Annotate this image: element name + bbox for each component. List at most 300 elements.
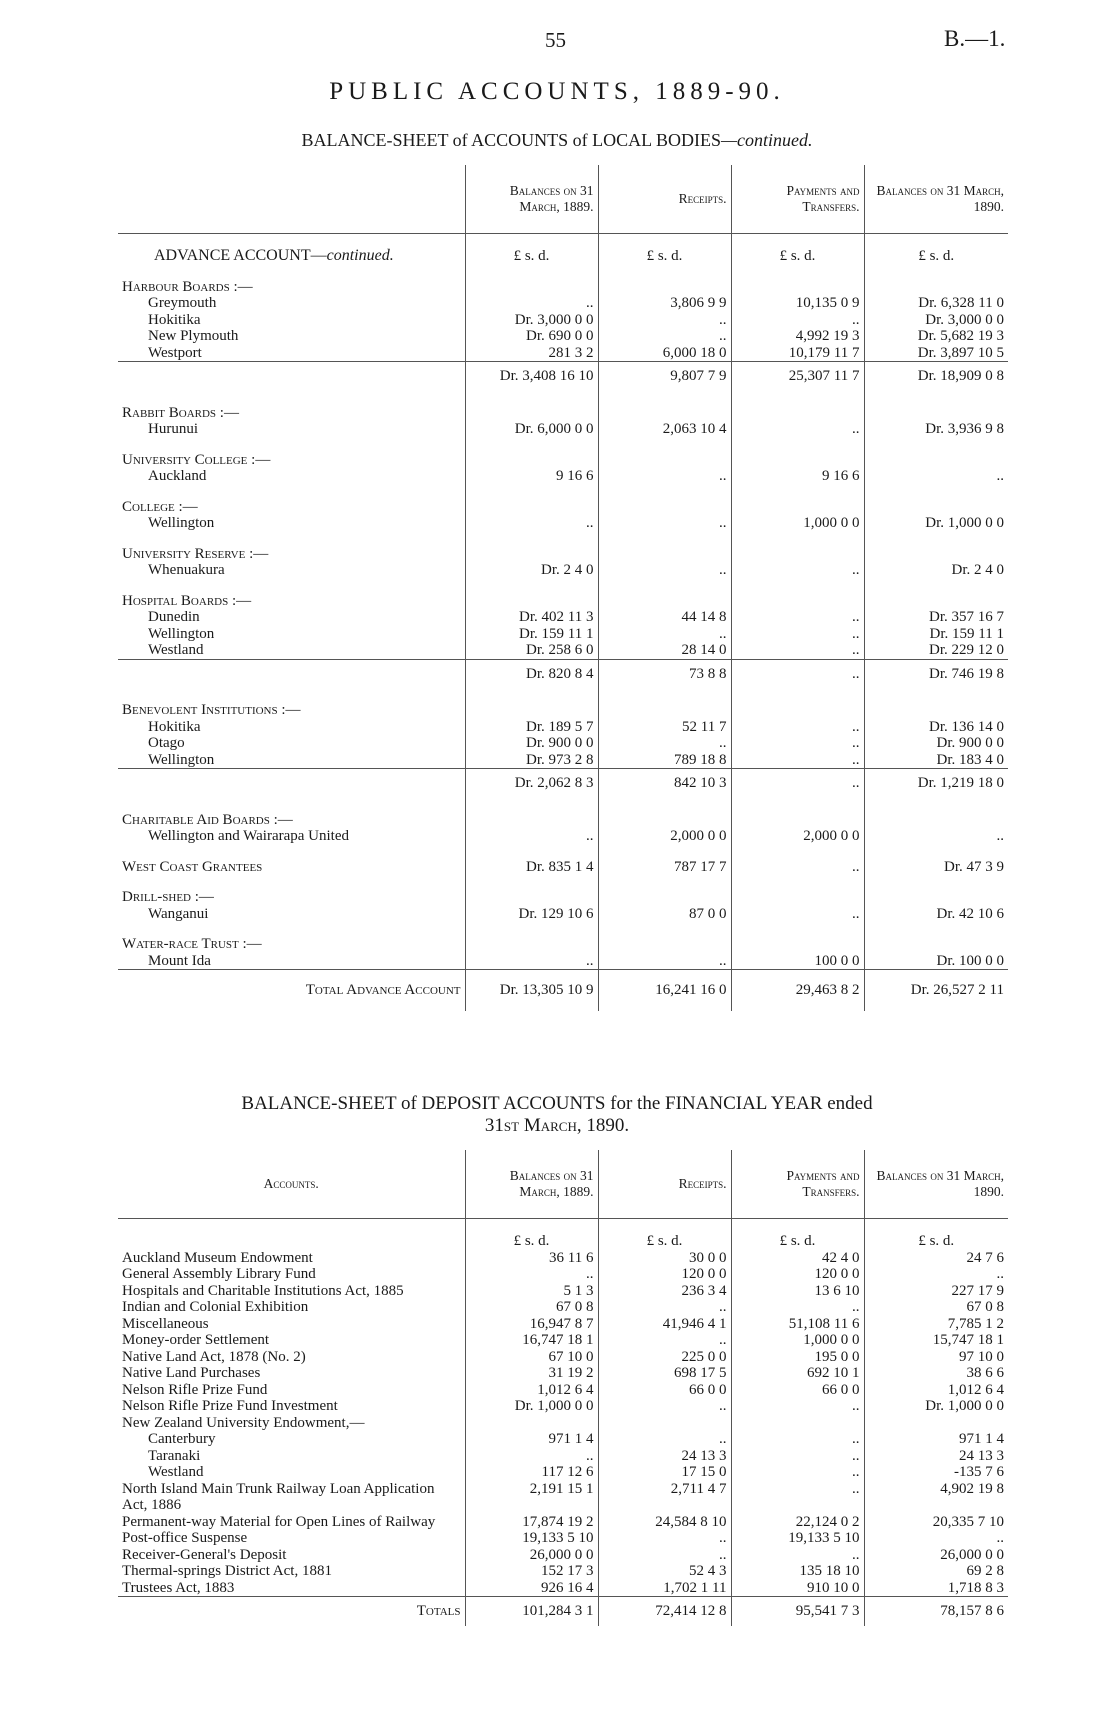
- amount-cell: 195 0 0: [731, 1349, 864, 1366]
- row-label: Hokitika: [148, 718, 201, 735]
- amount-cell: Dr. 835 1 4: [465, 845, 598, 876]
- empty-cell: [598, 265, 731, 296]
- page-number: 55: [545, 28, 566, 52]
- empty-cell: [465, 265, 598, 296]
- empty-cell: [118, 659, 465, 688]
- amount-cell: ..: [598, 468, 731, 485]
- currency-unit: £ s. d.: [598, 234, 731, 265]
- amount-cell: Dr. 183 4 0: [864, 752, 1008, 769]
- subtotal-cell: Dr. 746 19 8: [864, 659, 1008, 688]
- amount-cell: ..: [731, 562, 864, 579]
- page-title: PUBLIC ACCOUNTS, 1889-90.: [329, 78, 785, 105]
- row-label: Thermal-springs District Act, 1881: [122, 1563, 332, 1579]
- amount-cell: 3,806 9 9: [598, 295, 731, 312]
- amount-cell: Dr. 6,328 11 0: [864, 295, 1008, 312]
- amount-cell: ..: [598, 312, 731, 329]
- column-header: Receipts.: [598, 1150, 731, 1219]
- subtotal-cell: 73 8 8: [598, 659, 731, 688]
- amount-cell: 6,000 18 0: [598, 345, 731, 362]
- row-label: Auckland Museum Endowment: [122, 1249, 313, 1266]
- subtotal-cell: Dr. 820 8 4: [465, 659, 598, 688]
- row-label: Wellington: [148, 515, 215, 531]
- amount-cell: ..: [731, 1464, 864, 1481]
- amount-cell: 29,463 8 2: [731, 970, 864, 1011]
- amount-cell: Dr. 136 14 0: [864, 719, 1008, 736]
- amount-cell: ..: [731, 609, 864, 626]
- amount-cell: 1,012 6 4: [465, 1382, 598, 1399]
- amount-cell: 16,947 8 7: [465, 1316, 598, 1333]
- subtotal-cell: Dr. 18,909 0 8: [864, 362, 1008, 391]
- amount-cell: 789 18 8: [598, 752, 731, 769]
- table-row: [118, 1448, 1008, 1465]
- group-heading-row: [118, 579, 1008, 610]
- empty-cell: [864, 485, 1008, 516]
- amount-cell: 152 17 3: [465, 1563, 598, 1580]
- amount-cell: 67 0 8: [465, 1299, 598, 1316]
- amount-cell: Dr. 159 11 1: [465, 626, 598, 643]
- amount-cell: Dr. 129 10 6: [465, 906, 598, 923]
- table-row: [118, 1283, 1008, 1300]
- table-header-row: [118, 1150, 1008, 1219]
- amount-cell: 692 10 1: [731, 1365, 864, 1382]
- column-header: Balances on 31 March, 1890.: [864, 1150, 1008, 1219]
- amount-cell: 236 3 4: [598, 1283, 731, 1300]
- currency-unit: £ s. d.: [864, 234, 1008, 265]
- amount-cell: Dr. 3,000 0 0: [864, 312, 1008, 329]
- group-heading-row: [118, 922, 1008, 953]
- amount-cell: ..: [864, 1266, 1008, 1283]
- row-label: New Plymouth: [148, 328, 239, 344]
- column-header: Balances on 31 March, 1889.: [465, 1150, 598, 1219]
- row-label: Trustees Act, 1883: [122, 1579, 235, 1596]
- amount-cell: 17,874 19 2: [465, 1514, 598, 1531]
- amount-cell: ..: [598, 1547, 731, 1564]
- amount-cell: 17 15 0: [598, 1464, 731, 1481]
- currency-unit: £ s. d.: [598, 1219, 731, 1250]
- amount-cell: Dr. 973 2 8: [465, 752, 598, 769]
- account-title-cell: [118, 1219, 465, 1250]
- table-row: [118, 1332, 1008, 1349]
- table-row: [118, 1547, 1008, 1564]
- amount-cell: 67 0 8: [864, 1299, 1008, 1316]
- amount-cell: ..: [731, 906, 864, 923]
- table-row: [118, 562, 1008, 579]
- empty-cell: [731, 265, 864, 296]
- amount-cell: 19,133 5 10: [465, 1530, 598, 1547]
- amount-cell: 31 19 2: [465, 1365, 598, 1382]
- row-label: Wellington: [148, 625, 215, 642]
- amount-cell: [864, 1415, 1008, 1432]
- amount-cell: ..: [864, 828, 1008, 845]
- amount-cell: 971 1 4: [864, 1431, 1008, 1448]
- amount-cell: 69 2 8: [864, 1563, 1008, 1580]
- table-row: [118, 1316, 1008, 1333]
- deposit-accounts-table: [118, 1150, 1008, 1626]
- section1-heading: [0, 130, 1114, 151]
- amount-cell: 7,785 1 2: [864, 1316, 1008, 1333]
- amount-cell: ..: [731, 1448, 864, 1465]
- amount-cell: 24,584 8 10: [598, 1514, 731, 1531]
- empty-cell: [598, 922, 731, 953]
- amount-cell: 9 16 6: [731, 468, 864, 485]
- subtotal-cell: 25,307 11 7: [731, 362, 864, 391]
- amount-cell: Dr. 3,000 0 0: [465, 312, 598, 329]
- amount-cell: ..: [731, 1431, 864, 1448]
- table-row: [118, 1563, 1008, 1580]
- amount-cell: ..: [731, 735, 864, 752]
- subtotal-cell: Dr. 3,408 16 10: [465, 362, 598, 391]
- amount-cell: Dr. 159 11 1: [864, 626, 1008, 643]
- empty-cell: [598, 875, 731, 906]
- account-title-cell: [118, 234, 465, 265]
- header-label-cell: Accounts.: [118, 1150, 465, 1219]
- row-label: Otago: [148, 735, 185, 751]
- amount-cell: ..: [598, 562, 731, 579]
- amount-cell: ..: [598, 1332, 731, 1349]
- amount-cell: Dr. 100 0 0: [864, 953, 1008, 970]
- empty-cell: [731, 532, 864, 563]
- amount-cell: 9 16 6: [465, 468, 598, 485]
- row-label: Permanent-way Material for Open Lines of Railway: [122, 1513, 436, 1530]
- amount-cell: 41,946 4 1: [598, 1316, 731, 1333]
- amount-cell: 15,747 18 1: [864, 1332, 1008, 1349]
- row-label: Whenuakura: [148, 562, 225, 578]
- row-label: Native Land Purchases: [122, 1365, 261, 1381]
- amount-cell: 38 6 6: [864, 1365, 1008, 1382]
- amount-cell: ..: [598, 1398, 731, 1415]
- subtotal-cell: Dr. 2,062 8 3: [465, 769, 598, 798]
- subtotal-cell: Dr. 1,219 18 0: [864, 769, 1008, 798]
- table-row: [118, 828, 1008, 845]
- amount-cell: 24 13 3: [864, 1448, 1008, 1465]
- empty-cell: [731, 875, 864, 906]
- row-label: Dunedin: [148, 609, 200, 625]
- row-label: North Island Main Trunk Railway Loan Application Act, 1886: [122, 1480, 435, 1513]
- amount-cell: ..: [465, 1266, 598, 1283]
- amount-cell: Dr. 26,527 2 11: [864, 970, 1008, 1011]
- empty-cell: [864, 532, 1008, 563]
- amount-cell: Dr. 357 16 7: [864, 609, 1008, 626]
- account-title-suffix: continued.: [326, 247, 394, 264]
- amount-cell: Dr. 13,305 10 9: [465, 970, 598, 1011]
- account-title: ADVANCE ACCOUNT—: [154, 247, 327, 264]
- amount-cell: 135 18 10: [731, 1563, 864, 1580]
- table-row: [118, 1299, 1008, 1316]
- subtotal-cell: ..: [731, 659, 864, 688]
- table-row: [118, 1365, 1008, 1382]
- row-label: Mount Ida: [148, 952, 211, 969]
- table-row: [118, 328, 1008, 345]
- empty-cell: [118, 769, 465, 798]
- table-header-row: [118, 165, 1008, 234]
- table-row: [118, 1398, 1008, 1415]
- empty-cell: [864, 688, 1008, 719]
- table-row: [118, 1415, 1008, 1432]
- amount-cell: 2,191 15 1: [465, 1481, 598, 1514]
- amount-cell: ..: [598, 626, 731, 643]
- amount-cell: ..: [864, 1530, 1008, 1547]
- amount-cell: ..: [465, 1448, 598, 1465]
- empty-cell: [465, 922, 598, 953]
- amount-cell: ..: [731, 312, 864, 329]
- empty-cell: [731, 798, 864, 829]
- group-heading-row: [118, 532, 1008, 563]
- amount-cell: ..: [731, 1398, 864, 1415]
- row-label: Wellington and Wairarapa United: [148, 828, 349, 844]
- amount-cell: ..: [731, 752, 864, 769]
- amount-cell: 20,335 7 10: [864, 1514, 1008, 1531]
- table-row: [118, 1431, 1008, 1448]
- amount-cell: 5 1 3: [465, 1283, 598, 1300]
- empty-cell: [465, 391, 598, 422]
- table-row: [118, 421, 1008, 438]
- section1-heading-suffix: —continued.: [721, 130, 813, 150]
- table-row: [118, 1250, 1008, 1267]
- empty-cell: [864, 391, 1008, 422]
- row-label: Total Advance Account: [118, 970, 465, 1011]
- column-header: Balances on 31 March, 1889.: [465, 165, 598, 234]
- row-label: New Zealand University Endowment,—: [122, 1414, 365, 1431]
- empty-cell: [864, 265, 1008, 296]
- row-label: Receiver-General's Deposit: [122, 1546, 287, 1563]
- empty-cell: [864, 798, 1008, 829]
- amount-cell: ..: [598, 515, 731, 532]
- amount-cell: 1,000 0 0: [731, 1332, 864, 1349]
- row-label: Greymouth: [148, 295, 217, 311]
- empty-cell: [864, 579, 1008, 610]
- row-label: Wanganui: [148, 905, 209, 922]
- table-row: [118, 1530, 1008, 1547]
- amount-cell: Dr. 6,000 0 0: [465, 421, 598, 438]
- table-row: [118, 735, 1008, 752]
- group-heading-row: [118, 485, 1008, 516]
- table-row: [118, 345, 1008, 362]
- group-heading-row: [118, 265, 1008, 296]
- amount-cell: ..: [465, 953, 598, 970]
- amount-cell: 4,902 19 8: [864, 1481, 1008, 1514]
- table-row: [118, 609, 1008, 626]
- amount-cell: 24 7 6: [864, 1250, 1008, 1267]
- table-row: [118, 1349, 1008, 1366]
- amount-cell: 1,718 8 3: [864, 1580, 1008, 1597]
- amount-cell: 44 14 8: [598, 609, 731, 626]
- amount-cell: 42 4 0: [731, 1250, 864, 1267]
- amount-cell: 2,063 10 4: [598, 421, 731, 438]
- amount-cell: ..: [731, 1547, 864, 1564]
- empty-cell: [598, 688, 731, 719]
- local-bodies-table: [118, 165, 1008, 1011]
- row-label: Hokitika: [148, 311, 201, 328]
- amount-cell: 120 0 0: [598, 1266, 731, 1283]
- empty-cell: [864, 922, 1008, 953]
- amount-cell: Dr. 189 5 7: [465, 719, 598, 736]
- amount-cell: ..: [598, 1530, 731, 1547]
- amount-cell: 78,157 8 6: [864, 1597, 1008, 1626]
- amount-cell: ..: [731, 421, 864, 438]
- table-row: [118, 468, 1008, 485]
- column-header: Balances on 31 March, 1890.: [864, 165, 1008, 234]
- row-label: Totals: [118, 1597, 465, 1626]
- subtotal-cell: 842 10 3: [598, 769, 731, 798]
- empty-cell: [598, 532, 731, 563]
- subtotal-cell: ..: [731, 769, 864, 798]
- amount-cell: 698 17 5: [598, 1365, 731, 1382]
- amount-cell: 51,108 11 6: [731, 1316, 864, 1333]
- amount-cell: Dr. 1,000 0 0: [864, 1398, 1008, 1415]
- empty-cell: [598, 579, 731, 610]
- amount-cell: 26,000 0 0: [864, 1547, 1008, 1564]
- row-label: Post-office Suspense: [122, 1530, 248, 1546]
- amount-cell: 30 0 0: [598, 1250, 731, 1267]
- table-row: [118, 906, 1008, 923]
- amount-cell: 16,241 16 0: [598, 970, 731, 1011]
- amount-cell: 926 16 4: [465, 1580, 598, 1597]
- amount-cell: ..: [465, 828, 598, 845]
- empty-cell: [465, 875, 598, 906]
- empty-cell: [731, 688, 864, 719]
- amount-cell: 4,992 19 3: [731, 328, 864, 345]
- empty-cell: [465, 532, 598, 563]
- table-row: [118, 642, 1008, 659]
- amount-cell: ..: [731, 845, 864, 876]
- row-label: Miscellaneous: [122, 1315, 209, 1332]
- amount-cell: 52 11 7: [598, 719, 731, 736]
- amount-cell: 2,711 4 7: [598, 1481, 731, 1514]
- amount-cell: ..: [465, 515, 598, 532]
- amount-cell: Dr. 3,936 9 8: [864, 421, 1008, 438]
- group-heading: College :—: [122, 498, 198, 515]
- currency-unit: £ s. d.: [731, 1219, 864, 1250]
- amount-cell: Dr. 2 4 0: [864, 562, 1008, 579]
- empty-cell: [118, 362, 465, 391]
- amount-cell: [465, 1415, 598, 1432]
- amount-cell: 52 4 3: [598, 1563, 731, 1580]
- empty-cell: [465, 688, 598, 719]
- table-row: [118, 515, 1008, 532]
- amount-cell: Dr. 1,000 0 0: [465, 1398, 598, 1415]
- amount-cell: ..: [465, 295, 598, 312]
- row-label: Indian and Colonial Exhibition: [122, 1299, 309, 1315]
- empty-cell: [864, 438, 1008, 469]
- amount-cell: 1,012 6 4: [864, 1382, 1008, 1399]
- empty-cell: [731, 922, 864, 953]
- subtotal-cell: 9,807 7 9: [598, 362, 731, 391]
- row-label: Auckland: [148, 468, 207, 484]
- amount-cell: 101,284 3 1: [465, 1597, 598, 1626]
- row-label: Wellington: [148, 751, 215, 768]
- currency-unit: £ s. d.: [465, 1219, 598, 1250]
- amount-cell: 26,000 0 0: [465, 1547, 598, 1564]
- amount-cell: 10,135 0 9: [731, 295, 864, 312]
- amount-cell: ..: [598, 1299, 731, 1316]
- amount-cell: Dr. 47 3 9: [864, 845, 1008, 876]
- amount-cell: 97 10 0: [864, 1349, 1008, 1366]
- amount-cell: Dr. 1,000 0 0: [864, 515, 1008, 532]
- empty-cell: [465, 485, 598, 516]
- section2-heading-line1: BALANCE-SHEET of DEPOSIT ACCOUNTS for the FINANCIAL YEAR ended: [241, 1093, 873, 1114]
- group-heading-row: [118, 391, 1008, 422]
- group-heading: Water-race Trust :—: [122, 936, 262, 952]
- empty-cell: [465, 438, 598, 469]
- amount-cell: 281 3 2: [465, 345, 598, 362]
- amount-cell: Dr. 229 12 0: [864, 642, 1008, 659]
- table-row: [118, 752, 1008, 769]
- column-header: Payments and Transfers.: [731, 1150, 864, 1219]
- amount-cell: 910 10 0: [731, 1580, 864, 1597]
- row-label: Nelson Rifle Prize Fund: [122, 1381, 268, 1398]
- amount-cell: ..: [864, 468, 1008, 485]
- currency-units-row: [118, 1219, 1008, 1250]
- amount-cell: 227 17 9: [864, 1283, 1008, 1300]
- group-heading: Charitable Aid Boards :—: [122, 811, 293, 828]
- amount-cell: ..: [731, 1299, 864, 1316]
- amount-cell: 100 0 0: [731, 953, 864, 970]
- amount-cell: Dr. 690 0 0: [465, 328, 598, 345]
- currency-units-row: [118, 234, 1008, 265]
- amount-cell: 225 0 0: [598, 1349, 731, 1366]
- amount-cell: 10,179 11 7: [731, 345, 864, 362]
- subtotal-row: [118, 362, 1008, 391]
- empty-cell: [731, 438, 864, 469]
- group-heading-row: [118, 798, 1008, 829]
- amount-cell: ..: [731, 1481, 864, 1514]
- amount-cell: 19,133 5 10: [731, 1530, 864, 1547]
- amount-cell: Dr. 2 4 0: [465, 562, 598, 579]
- group-heading-row: [118, 875, 1008, 906]
- group-heading: Rabbit Boards :—: [122, 404, 239, 421]
- amount-cell: -135 7 6: [864, 1464, 1008, 1481]
- empty-cell: [864, 875, 1008, 906]
- amount-cell: 66 0 0: [731, 1382, 864, 1399]
- amount-cell: Dr. 402 11 3: [465, 609, 598, 626]
- row-label: Westland: [148, 642, 204, 658]
- amount-cell: 72,414 12 8: [598, 1597, 731, 1626]
- group-heading: University Reserve :—: [122, 545, 269, 562]
- amount-cell: ..: [598, 735, 731, 752]
- empty-cell: [731, 579, 864, 610]
- table-row: [118, 953, 1008, 970]
- amount-cell: ..: [731, 626, 864, 643]
- currency-unit: £ s. d.: [731, 234, 864, 265]
- amount-cell: 87 0 0: [598, 906, 731, 923]
- group-heading: Benevolent Institutions :—: [122, 702, 301, 718]
- subtotal-row: [118, 659, 1008, 688]
- section2-heading-line2: 31st March, 1890.: [484, 1115, 630, 1136]
- subtotal-row: [118, 769, 1008, 798]
- table-row: [118, 1382, 1008, 1399]
- empty-cell: [598, 798, 731, 829]
- amount-cell: 117 12 6: [465, 1464, 598, 1481]
- amount-cell: 971 1 4: [465, 1431, 598, 1448]
- empty-cell: [731, 485, 864, 516]
- amount-cell: ..: [731, 642, 864, 659]
- total-row: [118, 1597, 1008, 1626]
- amount-cell: 66 0 0: [598, 1382, 731, 1399]
- currency-unit: £ s. d.: [864, 1219, 1008, 1250]
- table-row: [118, 719, 1008, 736]
- table-row: [118, 295, 1008, 312]
- column-header: Receipts.: [598, 165, 731, 234]
- amount-cell: 13 6 10: [731, 1283, 864, 1300]
- empty-cell: [465, 579, 598, 610]
- row-label: Canterbury: [148, 1431, 216, 1447]
- currency-unit: £ s. d.: [465, 234, 598, 265]
- row-label: Westport: [148, 344, 202, 361]
- table-row: [118, 1481, 1008, 1514]
- table-row: [118, 1464, 1008, 1481]
- amount-cell: 120 0 0: [731, 1266, 864, 1283]
- amount-cell: Dr. 900 0 0: [864, 735, 1008, 752]
